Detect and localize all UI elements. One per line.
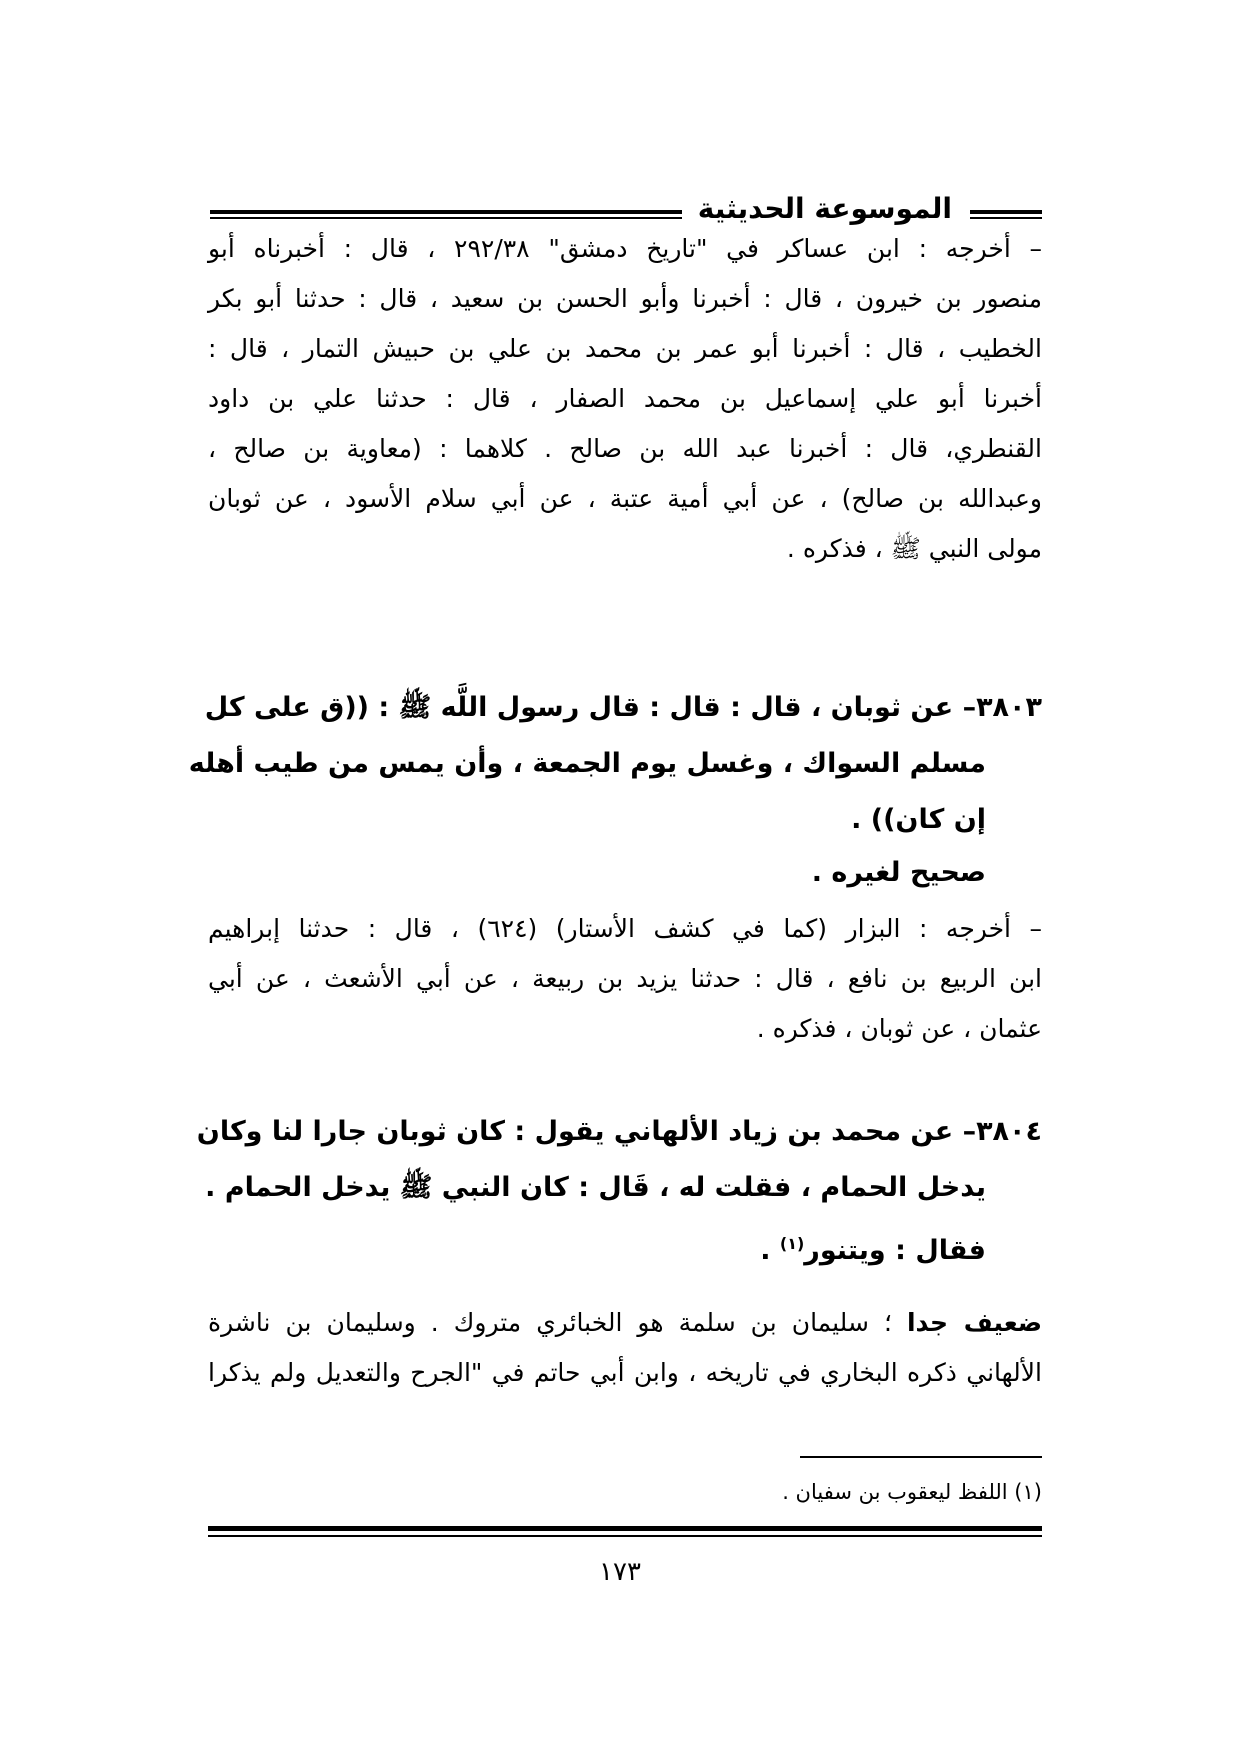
footnote-marker[interactable]: (١): [779, 1234, 805, 1253]
header-rule-left: [210, 210, 682, 214]
text-line: عثمان ، عن ثوبان ، فذكره .: [756, 1014, 1042, 1043]
text-line: أخبرنا أبو علي إسماعيل بن محمد الصفار ، قال : حدثنا علي بن داود: [208, 384, 1042, 413]
hadith-3803: [188, 680, 1042, 848]
hadith-line: [208, 1216, 1042, 1272]
hadith-line: ٣٨٠٣– عن ثوبان ، قال : قال : قال رسول اللَّه ﷺ : ((ق على كل: [204, 692, 1042, 723]
footnote-rule: [800, 1456, 1042, 1458]
text-line: الخطيب ، قال : أخبرنا أبو عمر بن محمد بن علي بن حبيش التمار ، قال :: [208, 334, 1042, 363]
hadith-line: مسلم السواك ، وغسل يوم الجمعة ، وأن يمس من طيب أهله: [188, 748, 986, 779]
text-line: مولى النبي ﷺ ، فذكره .: [786, 534, 1042, 563]
header-rule-right-thin: [970, 217, 1042, 219]
footer-rule-thin: [208, 1535, 1042, 1537]
page-number: ١٧٣: [599, 1557, 641, 1587]
grading-paragraph: [208, 1298, 1042, 1398]
footer-rule-thick: [208, 1526, 1042, 1531]
grade-explanation: ؛ سليمان بن سلمة هو الخبائري متروك . وسليمان بن ناشرة: [208, 1308, 907, 1337]
text-line: الألهاني ذكره البخاري في تاريخه ، وابن أبي حاتم في "الجرح والتعديل ولم يذكرا: [208, 1358, 1042, 1387]
takhrij-paragraph-1: [208, 224, 1042, 574]
header-rule-left-thin: [210, 217, 682, 219]
hadith-line: ٣٨٠٤– عن محمد بن زياد الألهاني يقول : كان ثوبان جارا لنا وكان: [196, 1116, 1042, 1147]
grade-label: ضعيف جدا: [906, 1308, 1043, 1337]
hadith-line: يدخل الحمام ، فقلت له ، قَال : كان النبي ﷺ يدخل الحمام .: [205, 1172, 986, 1203]
hadith-3804: [196, 1104, 1042, 1272]
header-rule-right: [970, 210, 1042, 214]
hadith-line: إن كان)) .: [851, 804, 986, 835]
text-line: وعبدالله بن صالح) ، عن أبي أمية عتبة ، عن أبي سلام الأسود ، عن ثوبان: [208, 484, 1042, 513]
header-title: الموسوعة الحديثية: [697, 192, 952, 225]
takhrij-paragraph-2: [208, 904, 1042, 1054]
text-line: [208, 1298, 1042, 1348]
text-line: القنطري، قال : أخبرنا عبد الله بن صالح . كلاهما : (معاوية بن صالح ،: [208, 434, 1042, 463]
footnote: (١) اللفظ ليعقوب بن سفيان .: [782, 1480, 1042, 1504]
text-line: منصور بن خيرون ، قال : أخبرنا وأبو الحسن بن سعيد ، قال : حدثنا أبو بكر: [208, 284, 1042, 313]
text-line: – أخرجه : البزار (كما في كشف الأستار) (٦٢٤) ، قال : حدثنا إبراهيم: [208, 914, 1042, 943]
hadith-3803-grade: صحيح لغيره .: [811, 857, 986, 888]
hadith-line-end: .: [760, 1235, 780, 1266]
text-line: – أخرجه : ابن عساكر في "تاريخ دمشق" ٢٩٢/٣٨ ، قال : أخبرناه أبو: [208, 234, 1042, 263]
text-line: ابن الربيع بن نافع ، قال : حدثنا يزيد بن ربيعة ، عن أبي الأشعث ، عن أبي: [208, 964, 1042, 993]
hadith-text: فقال : ويتنور: [804, 1235, 986, 1266]
